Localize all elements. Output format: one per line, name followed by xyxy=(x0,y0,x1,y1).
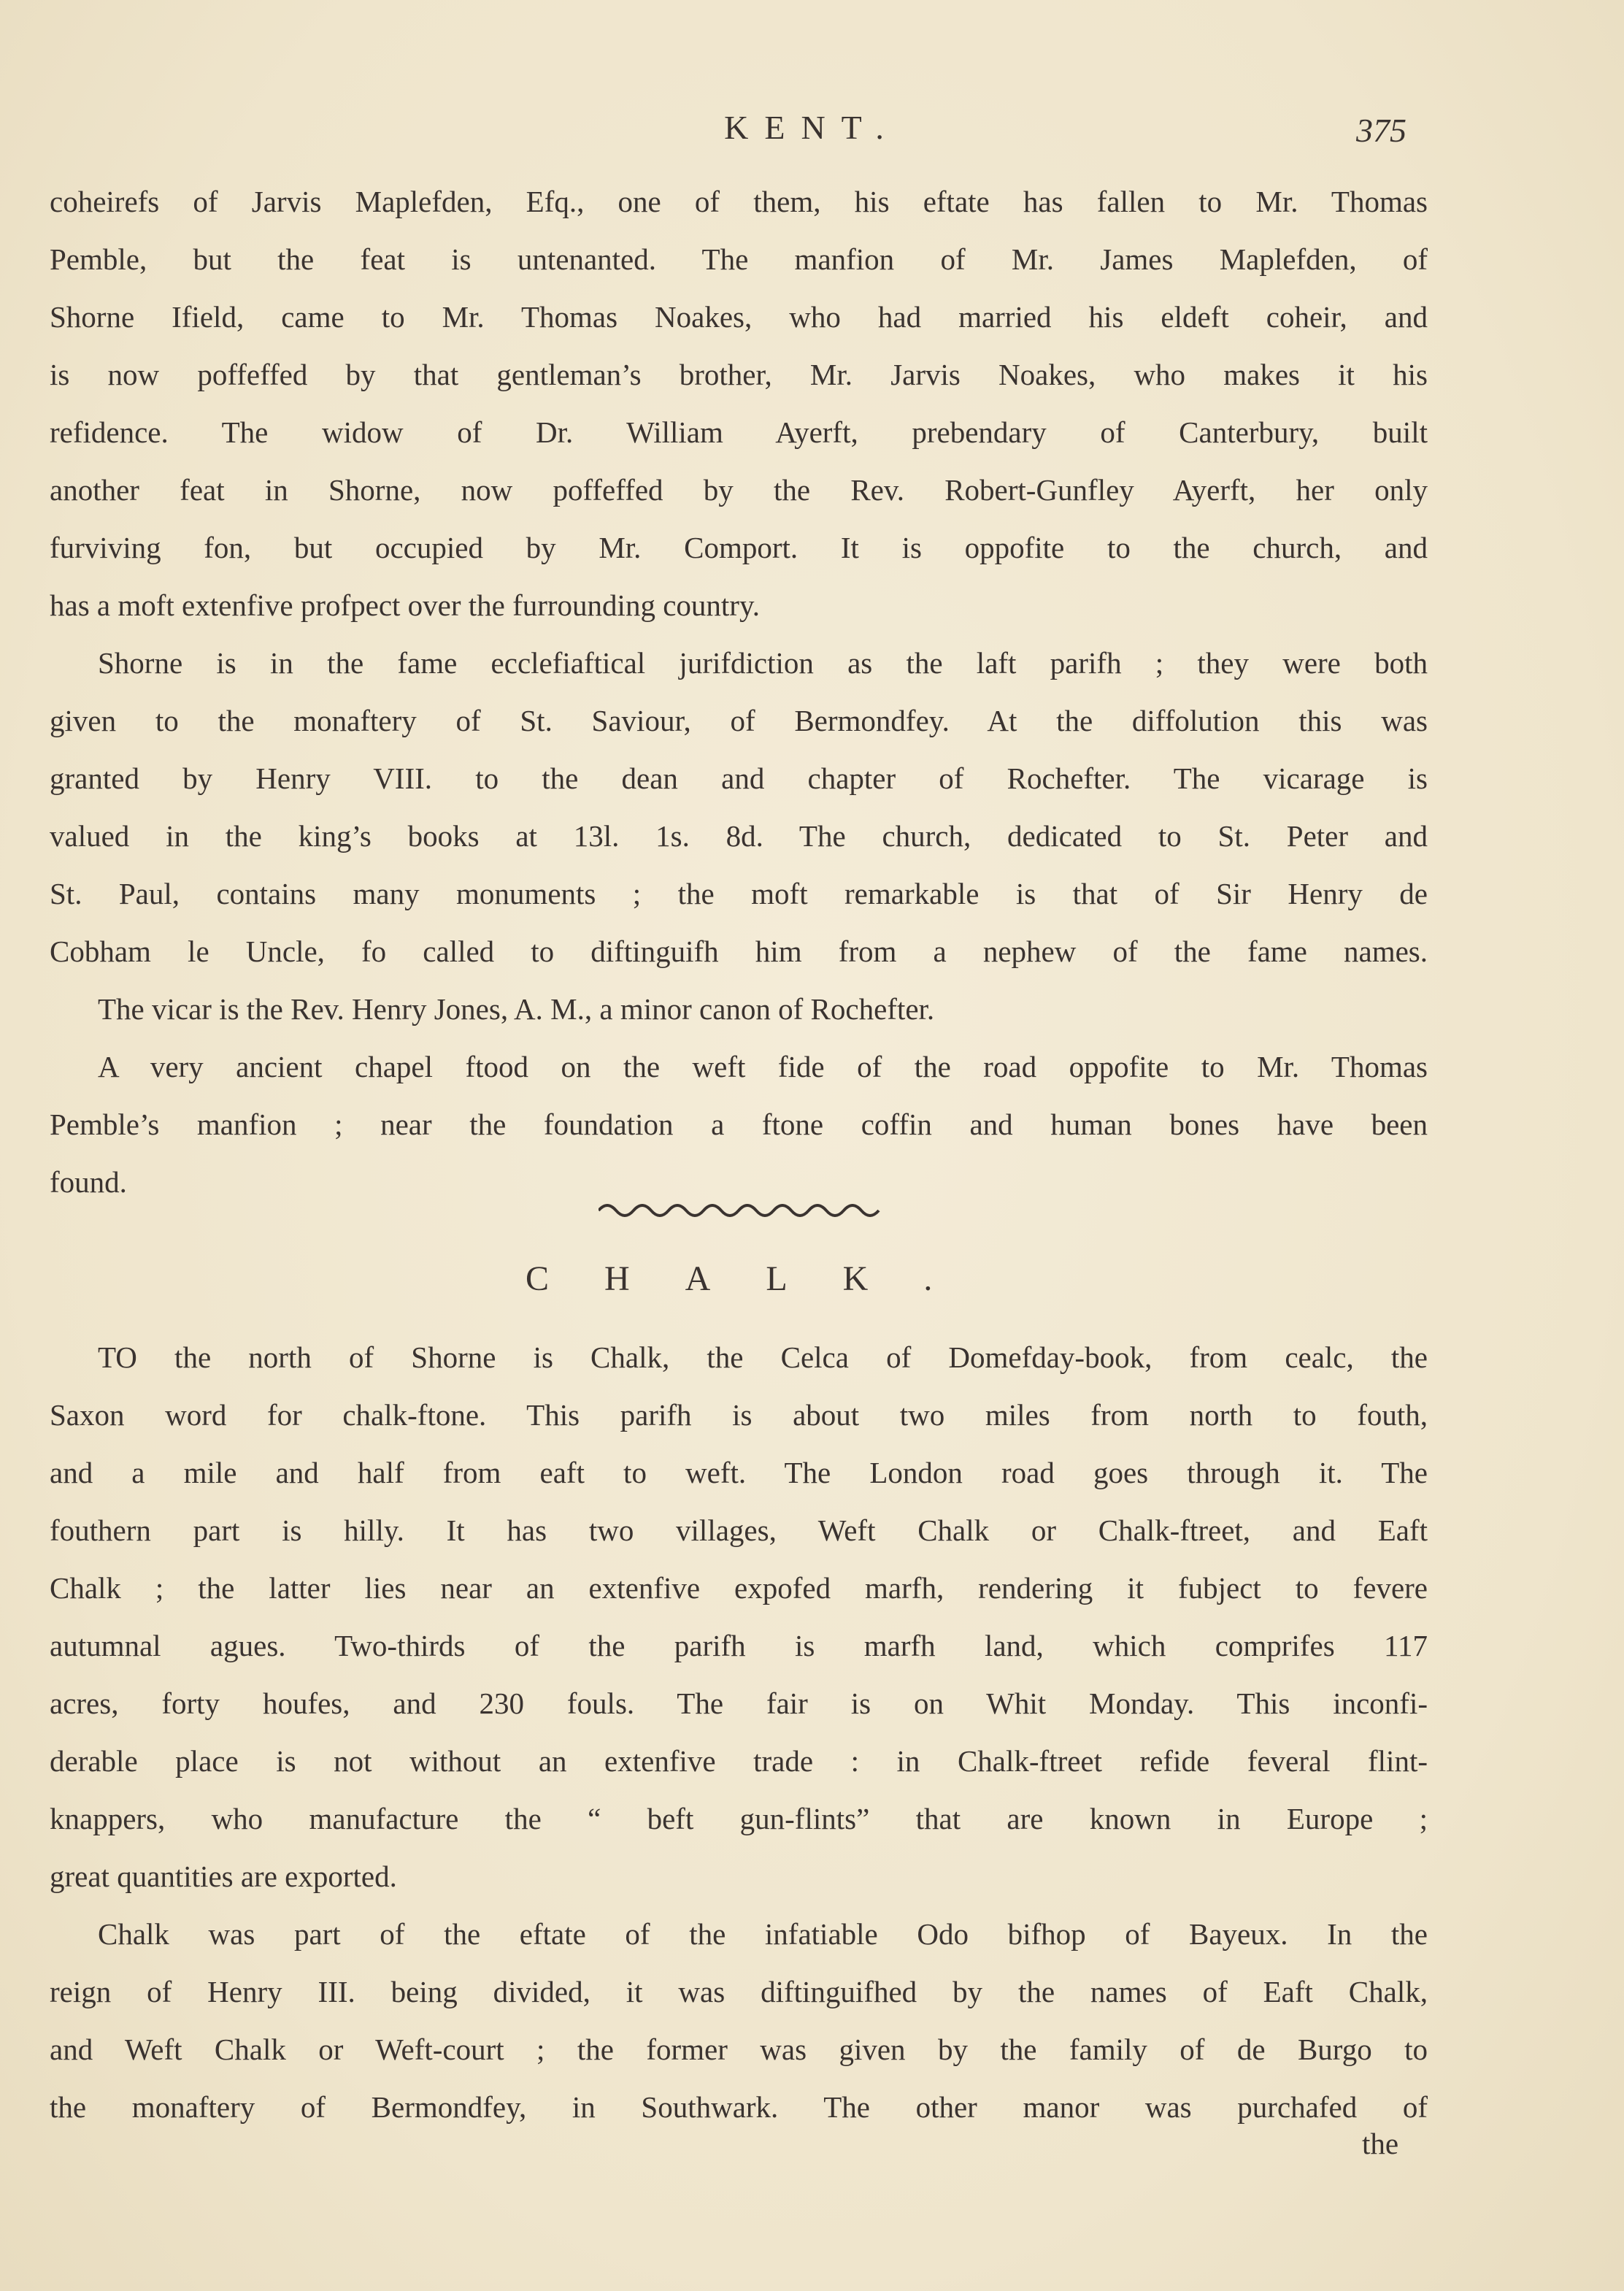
text-line: Pemble’s manfion ; near the foundation a ftone coffin and human bones have been xyxy=(50,1108,1428,1141)
text-line: Cobham le Uncle, fo called to diftinguifh him from a nephew of the fame names. xyxy=(50,935,1428,968)
chalk-text-block xyxy=(50,1329,1428,2136)
text-line: Chalk was part of the eftate of the infatiable Odo bifhop of Bayeux. In the xyxy=(98,1917,1428,1951)
text-line: derable place is not without an extenfive trade : in Chalk-ftreet refide feveral flint- xyxy=(50,1744,1428,1778)
text-line: the monaftery of Bermondfey, in Southwark. The other manor was purchafed of xyxy=(50,2090,1428,2124)
text-line: found. xyxy=(50,1165,127,1199)
text-line: and Weft Chalk or Weft-court ; the former was given by the family of de Burgo to xyxy=(50,2033,1428,2066)
text-line: furviving fon, but occupied by Mr. Comport. It is oppofite to the church, and xyxy=(50,531,1428,564)
text-line: Shorne Ifield, came to Mr. Thomas Noakes, who had married his eldeft coheir, and xyxy=(50,300,1428,334)
text-line: another feat in Shorne, now poffeffed by the Rev. Robert-Gunfley Ayerft, her only xyxy=(50,473,1428,507)
text-line: reign of Henry III. being divided, it was diftinguifhed by the names of Eaft Chalk, xyxy=(50,1975,1428,2008)
section-ornament xyxy=(599,1197,890,1219)
page-number: 375 xyxy=(1356,112,1406,149)
text-line: Shorne is in the fame ecclefiaftical jurifdiction as the laft parifh ; they were both xyxy=(98,646,1428,680)
text-line: valued in the king’s books at 13l. 1s. 8d. The church, dedicated to St. Peter and xyxy=(50,819,1428,853)
catchword: the xyxy=(1362,2127,1399,2160)
text-line: given to the monaftery of St. Saviour, of Bermondfey. At the diffolution this was xyxy=(50,704,1428,737)
text-line: Chalk ; the latter lies near an extenfive expofed marfh, rendering it fubject to fevere xyxy=(50,1571,1428,1605)
text-line: great quantities are exported. xyxy=(50,1860,397,1893)
running-head: KENT. xyxy=(724,109,900,146)
text-line: Saxon word for chalk-ftone. This parifh is about two miles from north to fouth, xyxy=(50,1398,1428,1432)
text-line: has a moft extenfive profpect over the furrounding country. xyxy=(50,588,761,622)
text-line: and a mile and half from eaft to weft. The London road goes through it. The xyxy=(50,1456,1428,1489)
section-title-chalk: CHALK. xyxy=(526,1259,988,1298)
text-line: TO the north of Shorne is Chalk, the Celca of Domefday-book, from cealc, the xyxy=(98,1340,1428,1374)
text-line: is now poffeffed by that gentleman’s brother, Mr. Jarvis Noakes, who makes it his xyxy=(50,358,1428,391)
text-line: coheirefs of Jarvis Maplefden, Efq., one of them, his eftate has fallen to Mr. Thomas xyxy=(50,185,1428,218)
text-line: refidence. The widow of Dr. William Ayerft, prebendary of Canterbury, built xyxy=(50,415,1428,449)
shorne-text-block xyxy=(50,173,1428,1211)
text-line: knappers, who manufacture the “ beft gun-flints” that are known in Europe ; xyxy=(50,1802,1428,1835)
text-line: granted by Henry VIII. to the dean and chapter of Rochefter. The vicarage is xyxy=(50,761,1428,795)
text-line: St. Paul, contains many monuments ; the moft remarkable is that of Sir Henry de xyxy=(50,877,1428,910)
text-line: acres, forty houfes, and 230 fouls. The fair is on Whit Monday. This inconfi- xyxy=(50,1686,1428,1720)
text-line: fouthern part is hilly. It has two villages, Weft Chalk or Chalk-ftreet, and Eaft xyxy=(50,1513,1428,1547)
text-line: autumnal agues. Two-thirds of the parifh is marfh land, which comprifes 117 xyxy=(50,1629,1428,1662)
text-line: A very ancient chapel ftood on the weft fide of the road oppofite to Mr. Thomas xyxy=(98,1050,1428,1083)
text-line: The vicar is the Rev. Henry Jones, A. M., a minor canon of Rochefter. xyxy=(98,992,935,1026)
text-line: Pemble, but the feat is untenanted. The manfion of Mr. James Maplefden, of xyxy=(50,242,1428,276)
